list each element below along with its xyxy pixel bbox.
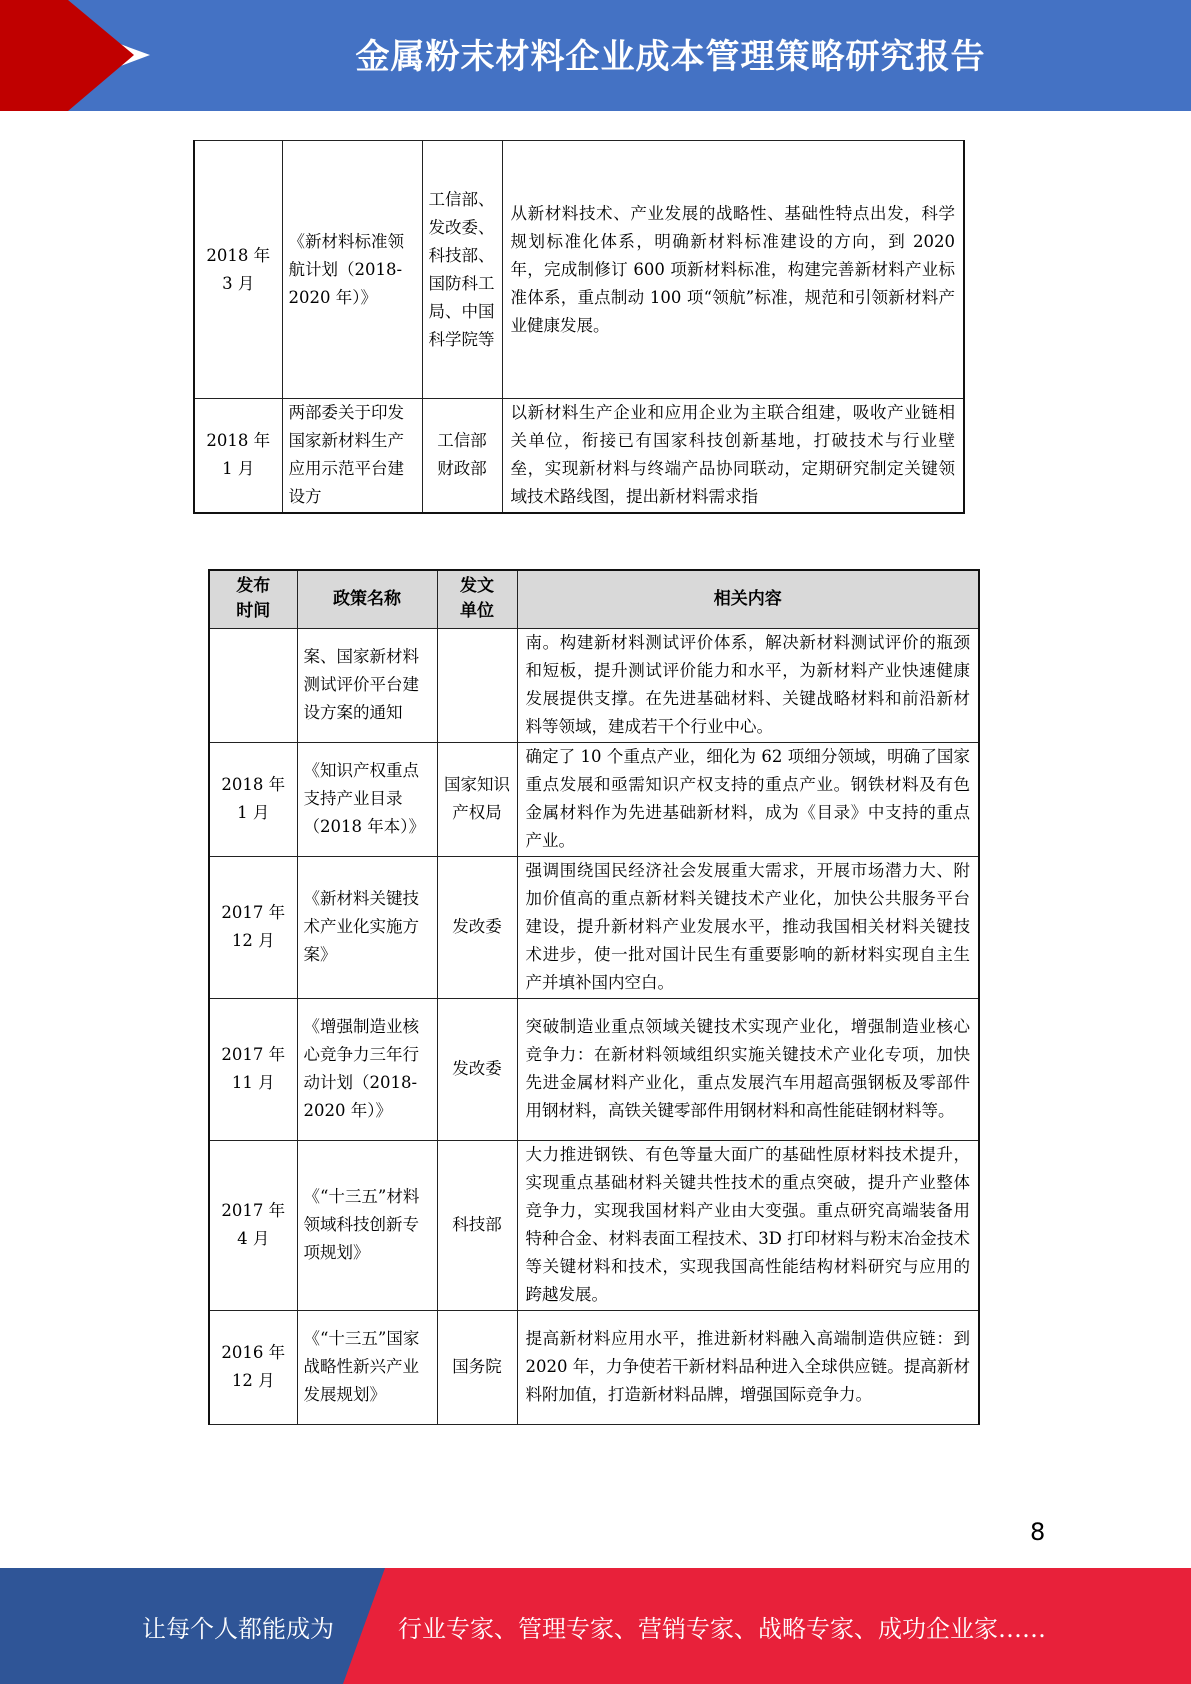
publish-date-cell: 2017 年 4 月 [209,1140,297,1310]
table-row [209,998,979,1140]
policy-name-cell: 案、国家新材料测试评价平台建设方案的通知 [297,628,437,742]
header-policy-name: 政策名称 [297,570,437,628]
policy-name-cell: 《知识产权重点支持产业目录（2018 年本）》 [297,742,437,856]
issuing-unit-cell: 工信部 财政部 [422,399,502,513]
content-cell: 提高新材料应用水平，推进新材料融入高端制造供应链：到 2020 年，力争使若干新材料品种进入全球供应链。提高新材料附加值，打造新材料品牌，增强国际竞争力。 [517,1310,979,1424]
page-footer [0,1568,1191,1684]
header-publish-date: 发布 时间 [209,570,297,628]
table-header-row [209,570,979,628]
table-row [209,742,979,856]
content-cell: 大力推进钢铁、有色等量大面广的基础性原材料技术提升，实现重点基础材料关键共性技术的重点突破，提升产业整体竞争力，实现我国材料产业由大变强。重点研究高端装备用特种合金、材料表面工程技术、3D 打印材料与粉末冶金技术等关键材料和技术，实现我国高性能结构材料研究与应用的跨越发展。 [517,1140,979,1310]
table-row [209,856,979,998]
table-row [194,399,964,513]
policy-name-cell: 《“十三五”材料领域科技创新专项规划》 [297,1140,437,1310]
publish-date-cell: 2018 年 1 月 [194,399,282,513]
table-row [209,1140,979,1310]
table-row [209,628,979,742]
issuing-unit-cell: 科技部 [437,1140,517,1310]
publish-date-cell: 2016 年 12 月 [209,1310,297,1424]
page-number: 8 [1030,1518,1046,1546]
publish-date-cell: 2017 年 11 月 [209,998,297,1140]
header-issuing-unit: 发文 单位 [437,570,517,628]
issuing-unit-cell: 工信部、发改委、科技部、国防科工局、中国科学院等 [422,141,502,399]
policy-table [208,569,980,1425]
policy-name-cell: 《新材料关键技术产业化实施方案》 [297,856,437,998]
policy-name-cell: 《新材料标准领航计划（2018-2020 年）》 [282,141,422,399]
issuing-unit-cell: 国家知识产权局 [437,742,517,856]
table-row [209,1310,979,1424]
publish-date-cell [209,628,297,742]
header-red-block [0,0,68,111]
policy-name-cell: 《增强制造业核心竞争力三年行动计划（2018-2020 年）》 [297,998,437,1140]
report-title: 金属粉末材料企业成本管理策略研究报告 [355,36,986,77]
issuing-unit-cell: 发改委 [437,856,517,998]
publish-date-cell: 2018 年 3 月 [194,141,282,399]
policy-table-continued [193,140,965,514]
issuing-unit-cell: 国务院 [437,1310,517,1424]
policy-name-cell: 《“十三五”国家战略性新兴产业发展规划》 [297,1310,437,1424]
content-cell: 南。构建新材料测试评价体系，解决新材料测试评价的瓶颈和短板，提升测试评价能力和水平，为新材料产业快速健康发展提供支撑。在先进基础材料、关键战略材料和前沿新材料等领域，建成若干个行业中心。 [517,628,979,742]
content-cell: 强调围绕国民经济社会发展重大需求，开展市场潜力大、附加价值高的重点新材料关键技术产业化，加快公共服务平台建设，提升新材料产业发展水平，推动我国相关材料关键技术进步，使一批对国计民生有重要影响的新材料实现自主生产并填补国内空白。 [517,856,979,998]
content-cell: 突破制造业重点领域关键技术实现产业化，增强制造业核心竞争力：在新材料领域组织实施关键技术产业化专项，加快先进金属材料产业化，重点发展汽车用超高强钢板及零部件用钢材料，高铁关键零部件用钢材料和高性能硅钢材料等。 [517,998,979,1140]
page-header [0,0,1191,111]
policy-name-cell: 两部委关于印发国家新材料生产应用示范平台建设方 [282,399,422,513]
publish-date-cell: 2017 年 12 月 [209,856,297,998]
content-cell: 确定了 10 个重点产业，细化为 62 项细分领域，明确了国家重点发展和亟需知识产权支持的重点产业。钢铁材料及有色金属材料作为先进基础新材料，成为《目录》中支持的重点产业。 [517,742,979,856]
table-row [194,141,964,399]
footer-slogan-left: 让每个人都能成为 [142,1614,334,1643]
content-cell: 从新材料技术、产业发展的战略性、基础性特点出发，科学规划标准化体系，明确新材料标准建设的方向，到 2020 年，完成制修订 600 项新材料标准，构建完善新材料产业标准体系，重点制动 100 项“领航”标准，规范和引领新材料产业健康发展。 [502,141,964,399]
content-cell: 以新材料生产企业和应用企业为主联合组建，吸收产业链相关单位，衔接已有国家科技创新基地，打破技术与行业壁垒，实现新材料与终端产品协同联动，定期研究制定关键领域技术路线图，提出新材料需求指 [502,399,964,513]
header-content: 相关内容 [517,570,979,628]
footer-slogan-right: 行业专家、管理专家、营销专家、战略专家、成功企业家…… [398,1614,1046,1643]
issuing-unit-cell: 发改委 [437,998,517,1140]
header-red-arrow [68,0,134,111]
publish-date-cell: 2018 年 1 月 [209,742,297,856]
issuing-unit-cell [437,628,517,742]
